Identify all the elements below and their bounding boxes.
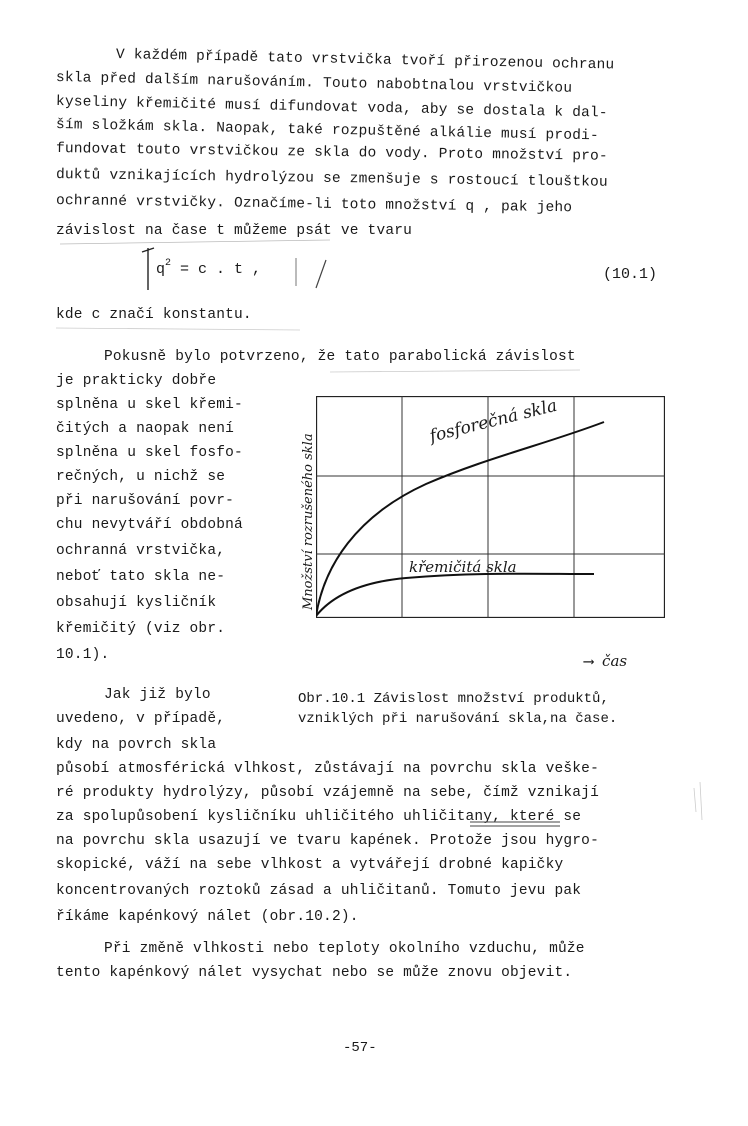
equation-rhs: = c . t ,	[180, 261, 262, 278]
p1-line-7: ochranné vrstvičky. Označíme-li toto množství q , pak jeho	[55, 193, 573, 217]
p2-left-7: chu nevytváří obdobná	[56, 517, 243, 533]
p1-line-3: kyseliny křemičité musí difundovat voda, aby se dostala k dal-	[55, 94, 608, 122]
equation-number: (10.1)	[603, 266, 658, 283]
p1-line-5: fundovat touto vrstvičkou ze skla do vody. Proto množství pro-	[55, 141, 608, 165]
p2-left-12: 10.1).	[56, 647, 110, 663]
p1-line-4: ším složkám skla. Naopak, také rozpuštěné alkálie musí prodi-	[55, 117, 600, 145]
p3-left-1: Jak již bylo	[104, 687, 211, 703]
figure-x-label-text: čas	[602, 652, 628, 670]
p1-line-1: V každém případě tato vrstvička tvoří přirozenou ochranu	[115, 47, 615, 74]
p1-line-6: duktů vznikajících hydrolýzou se zmenšuje s rostoucí tlouštkou	[55, 167, 608, 191]
p2-left-1: je prakticky dobře	[56, 373, 217, 389]
p2-left-6: při narušování povr-	[56, 493, 235, 509]
figure-y-label: Množství rozrušeného skla	[301, 433, 316, 610]
p3-line-4: na povrchu skla usazují ve tvaru kapének. Protože jsou hygro-	[56, 833, 599, 849]
equation-lhs: q	[156, 261, 166, 278]
figure-x-label	[584, 652, 627, 671]
equation-frame-marks	[140, 244, 340, 294]
p2-left-4: splněna u skel fosfo-	[56, 445, 243, 461]
p3-left-2: uvedeno, v případě,	[56, 711, 226, 727]
p3-line-2: ré produkty hydrolýzy, působí vzájemně na sebe, čímž vznikají	[56, 785, 599, 801]
p2-left-2: splněna u skel křemi-	[56, 397, 243, 413]
p2-left-9: neboť tato skla ne-	[56, 569, 226, 585]
p4-line-1: Při změně vlhkosti nebo teploty okolního vzduchu, může	[104, 941, 585, 957]
p2-left-11: křemičitý (viz obr.	[56, 621, 226, 637]
p1-line-2: skla před dalším narušováním. Touto nabobtnalou vrstvičkou	[55, 70, 573, 97]
p3-left-3: kdy na povrch skla	[56, 737, 217, 753]
p3-line-7: říkáme kapénkový nálet (obr.10.2).	[56, 909, 359, 925]
p2-left-10: obsahují kysličník	[56, 595, 217, 611]
curve-label-phosphate: fosforečná skla	[427, 395, 560, 447]
where-line: kde c značí konstantu.	[56, 307, 252, 323]
p3-line-1: působí atmosférická vlhkost, zůstávají na povrchu skla veške-	[56, 761, 599, 777]
p2-left-5: rečných, u nichž se	[56, 469, 226, 485]
x-axis-arrow-icon: ⟶	[584, 654, 594, 671]
p2-left-3: čitých a naopak není	[56, 421, 235, 437]
curve-silicate-glass	[316, 574, 594, 616]
p2-left-8: ochranná vrstvička,	[56, 543, 226, 559]
page-number: -57-	[343, 1040, 377, 1056]
p3-line-3: za spolupůsobení kysličníku uhličitého uhličitany, které se	[56, 809, 582, 825]
p4-line-2: tento kapénkový nálet vysychat nebo se může znovu objevit.	[56, 965, 573, 981]
p2-intro: Pokusně bylo potvrzeno, že tato parabolická závislost	[104, 349, 576, 365]
equation-exponent: 2	[165, 258, 172, 269]
curve-label-silicate: křemičitá skla	[409, 558, 517, 576]
p3-line-5: skopické, váží na sebe vlhkost a vytvářejí drobné kapičky	[56, 857, 564, 873]
p3-line-6: koncentrovaných roztoků zásad a uhličitanů. Tomuto jevu pak	[56, 883, 582, 899]
p1-line-8: závislost na čase t můžeme psát ve tvaru	[56, 223, 413, 239]
figure-caption-line-1: Obr.10.1 Závislost množství produktů,	[298, 691, 609, 707]
figure-caption-line-2: vzniklých při narušování skla,na čase.	[298, 711, 618, 727]
